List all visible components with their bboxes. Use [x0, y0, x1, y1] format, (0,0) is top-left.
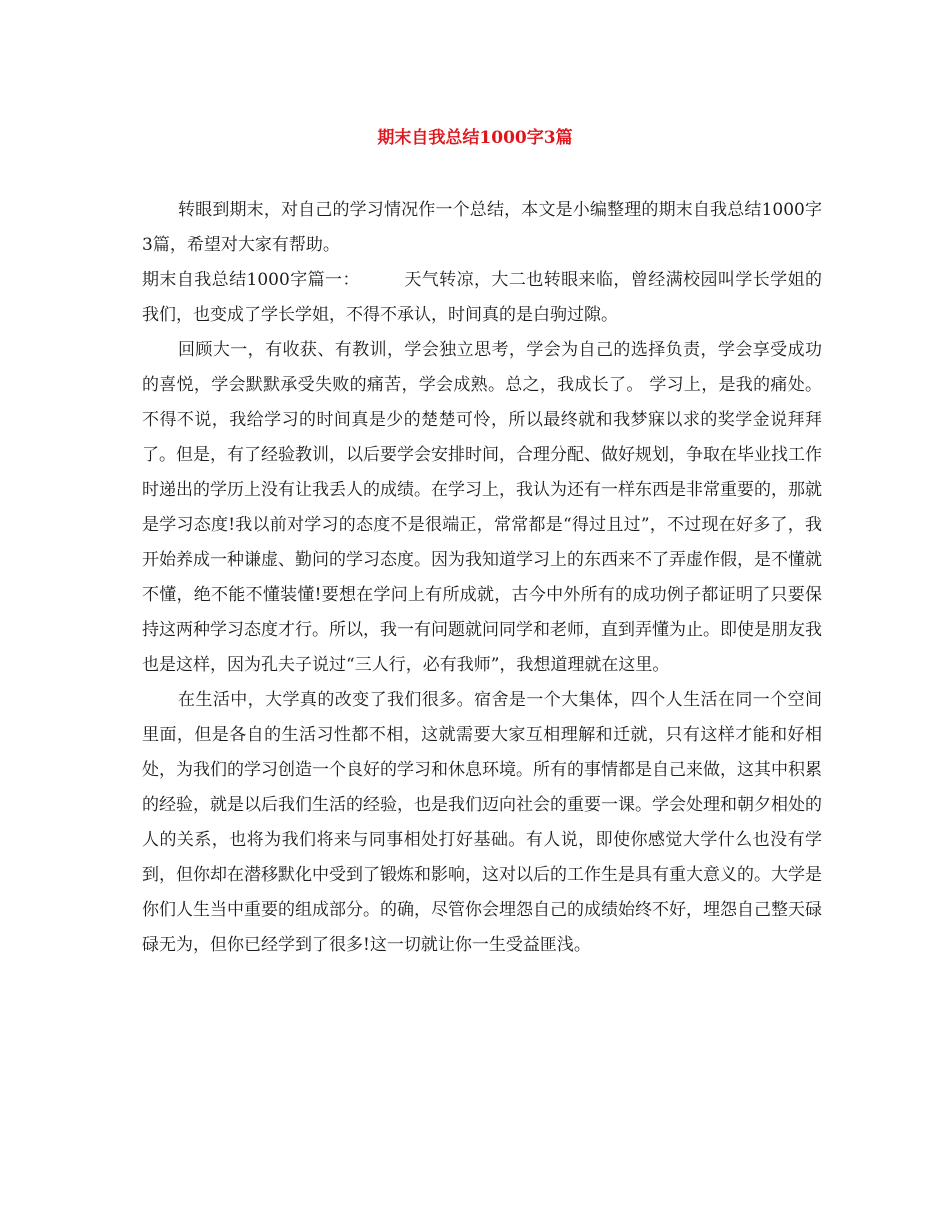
document-title: 期末自我总结1000字3篇	[377, 128, 573, 148]
section-1-paragraph	[142, 263, 822, 333]
intro-paragraph: 转眼到期末，对自己的学习情况作一个总结，本文是小编整理的期末自我总结1000字3篇，希望对大家有帮助。	[142, 200, 822, 255]
section-1-lead: 天气转凉，大二也转眼来临，曾经满校园叫学长学姐的我们，也变成了学长学姐，不得不承认，时间真的是白驹过隙。	[142, 270, 823, 325]
document-body	[142, 193, 822, 963]
body-paragraph-life: 在生活中，大学真的改变了我们很多。宿舍是一个大集体，四个人生活在同一个空间里面，但是各自的生活习性都不相，这就需要大家互相理解和迁就，只有这样才能和好相处，为我们的学习创造一个良好的学习和休息环境。所有的事情都是自己来做，这其中积累的经验，就是以后我们生活的经验，也是我们迈向社会的重要一课。学会处理和朝夕相处的人的关系，也将为我们将来与同事相处打好基础。有人说，即使你感觉大学什么也没有学到，但你却在潜移默化中受到了锻炼和影响，这对以后的工作生是具有重大意义的。大学是你们人生当中重要的组成部分。的确，尽管你会埋怨自己的成绩始终不好，埋怨自己整天碌碌无为，但你已经学到了很多!这一切就让你一生受益匪浅。	[142, 690, 822, 955]
section-1-heading: 期末自我总结1000字篇一：	[142, 270, 360, 290]
body-paragraph-study: 回顾大一，有收获、有教训，学会独立思考，学会为自己的选择负责，学会享受成功的喜悦，学会默默承受失败的痛苦，学会成熟。总之，我成长了。 学习上，是我的痛处。不得不说，我给学习的时间真是少的楚楚可怜，所以最终就和我梦寐以求的奖学金说拜拜了。但是，有了经验教训，以后要学会安排时间，合理分配、做好规划，争取在毕业找工作时递出的学历上没有让我丢人的成绩。在学习上，我认为还有一样东西是非常重要的，那就是学习态度!我以前对学习的态度不是很端正，常常都是“得过且过”，不过现在好多了，我开始养成一种谦虚、勤问的学习态度。因为我知道学习上的东西来不了弄虚作假，是不懂就不懂，绝不能不懂装懂!要想在学问上有所成就，古今中外所有的成功例子都证明了只要保持这两种学习态度才行。所以，我一有问题就问同学和老师，直到弄懂为止。即使是朋友我也是这样，因为孔夫子说过“三人行，必有我师”，我想道理就在这里。	[142, 340, 822, 675]
